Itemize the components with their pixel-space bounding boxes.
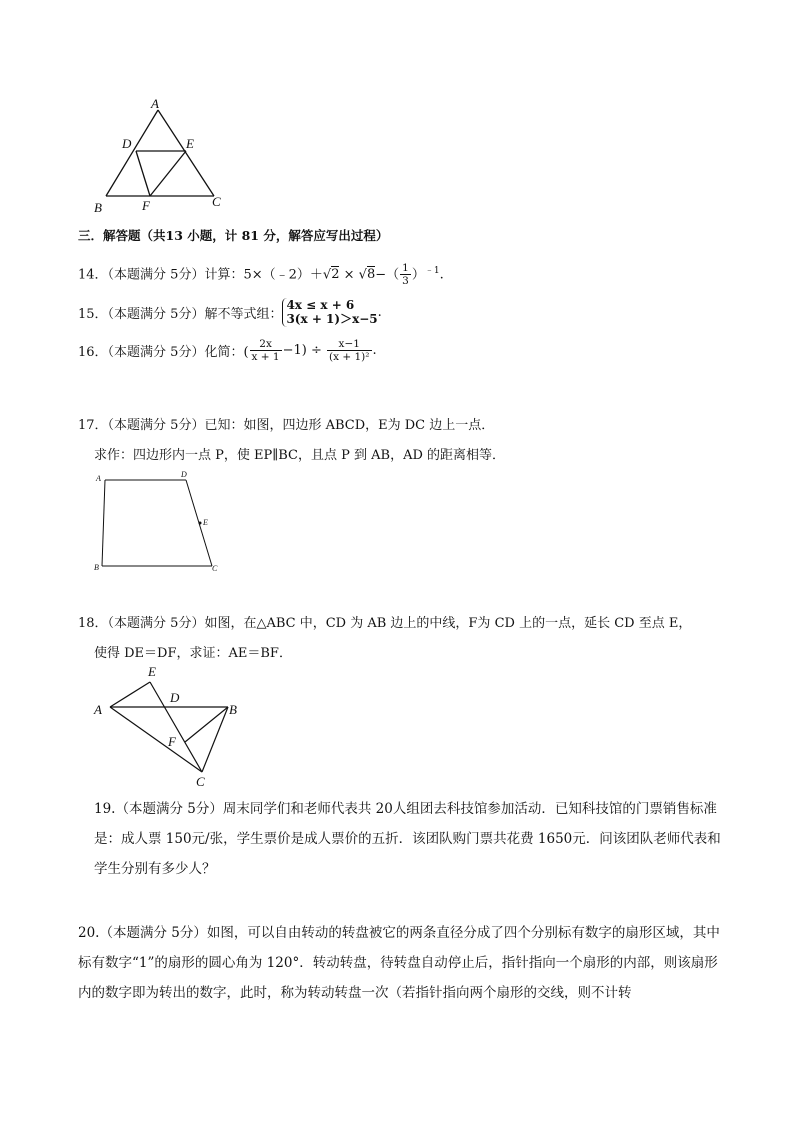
point-label-d: D [122,136,132,151]
q18-line-1: 18．（本题满分 5分）如图，在△ABC 中，CD 为 AB 边上的中线，F为 CD 上的一点，延长 CD 至点 E， [78,616,692,631]
quad-label-b: B [94,563,99,572]
quad-label-e: E [203,518,208,527]
quad-label-a: A [96,474,101,483]
q16-end: . [372,343,377,359]
q14-num: 1 [402,262,409,275]
triangle-figure [90,96,230,220]
q14-prefix: 14．（本题满分 5分）计算：5×（﹣2）＋ [78,267,323,283]
q16-fraction-2 [327,338,371,363]
q16-prefix: 16．（本题满分 5分）化简：( [78,345,249,361]
point-label-c: C [212,194,221,209]
point-label-a: A [151,96,159,111]
tri2-label-a: A [94,702,102,717]
q18-line-2: 使得 DE＝DF，求证：AE＝BF． [94,646,292,661]
q15-prefix: 15．（本题满分 5分）解不等式组： [78,306,283,322]
point-label-f: F [142,198,150,213]
q14-sqrt2: 2 [331,267,340,283]
quad-label-d: D [181,470,187,479]
point-label-b: B [94,200,102,215]
q14-minus: −（ [375,267,400,283]
triangle-svg [90,96,230,220]
tri2-label-b: B [229,702,237,717]
quad-label-c: C [212,564,218,573]
q15-end: . [377,304,382,320]
q14-exp: ﹣1 [424,266,440,276]
question-20: 20.（本题满分 5分）如图，可以自由转动的转盘被它的两条直径分成了四个分别标有数字的扇形区域，其中标有数字“1”的扇形的圆心角为 120°．转动转盘，待转盘自动停止后，指针指向一个扇形的内部，则该扇形内的数字即为转出的数字，此时，称为转动转盘一次（若指针指向两个扇形的交线，则不计转 [78,925,720,1001]
q16-den2: (x + 1)² [329,351,370,364]
question-19: 19.（本题满分 5分）周末同学们和老师代表共 20人组团去科技馆参加活动．已知科技馆的门票销售标准是：成人票 150元/张，学生票价是成人票价的五折．该团队购门票共花费 1650元．问该团队老师代表和学生分别有多少人？ [94,801,721,877]
triangle-cd-svg [90,662,250,792]
q14-end: . [439,267,444,283]
point-label-e: E [186,136,194,151]
q14-times: × [339,267,359,283]
q16-den1: x + 1 [251,351,280,364]
q14-close: ） [411,267,425,283]
quadrilateral-figure [90,470,230,580]
quadrilateral-svg [90,470,230,580]
question-14 [78,256,444,290]
q14-sqrt8: 8 [366,267,376,283]
q14-fraction [400,262,411,287]
q16-mid: −1) ÷ [282,343,327,359]
tri2-label-d: D [170,690,180,705]
sqrt-sign: √ [358,267,367,283]
q16-num1: 2x [250,338,282,351]
q16-fraction-1 [250,338,282,363]
q17-line-2: 求作：四边形内一点 P，使 EP∥BC，且点 P 到 AB，AD 的距离相等． [94,448,506,463]
q14-den: 3 [402,275,409,288]
question-16 [78,338,377,363]
sqrt-sign: √ [322,267,332,283]
tri2-label-e: E [148,664,156,679]
q15-line2: 3(x + 1)＞x−5 [286,312,378,327]
q16-num2: x−1 [327,338,371,351]
section-heading: 三．解答题（共13 小题，计 81 分，解答应写出过程） [78,228,389,243]
question-15 [78,298,382,327]
triangle-cd-figure [90,662,250,792]
inequality-system [282,298,377,327]
tri2-label-f: F [168,734,176,749]
tri2-label-c: C [196,774,205,789]
q17-line-1: 17．（本题满分 5分）已知：如图，四边形 ABCD，E为 DC 边上一点． [78,418,495,433]
q15-line1: 4x ≤ x + 6 [286,298,355,312]
